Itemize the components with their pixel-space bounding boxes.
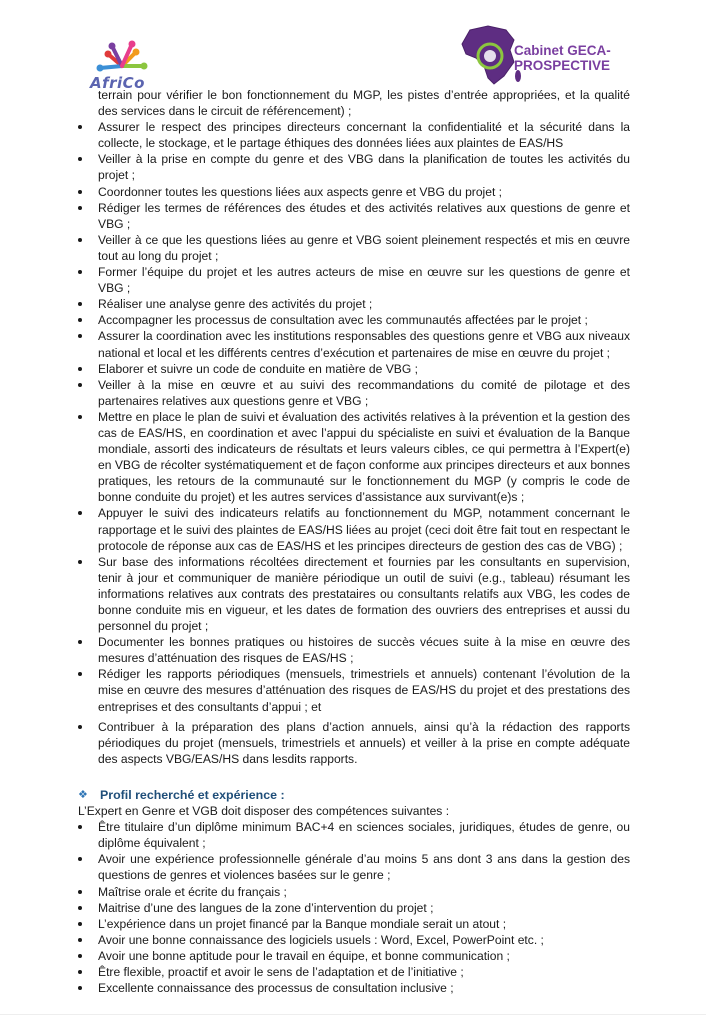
diamond-bullet-icon: ❖ xyxy=(78,788,88,801)
bullet-icon xyxy=(78,334,82,338)
list-item: Rédiger les termes de références des études et des activités relatives aux questions de genre et VBG ; xyxy=(78,200,630,232)
bullet-icon xyxy=(78,157,82,161)
bullet-icon xyxy=(78,986,82,990)
bullet-icon xyxy=(78,318,82,322)
list-item: Veiller à la prise en compte du genre et des VBG dans la planification de toutes les activités du projet ; xyxy=(78,151,630,183)
list-item: Documenter les bonnes pratiques ou histoires de succès vécues suite à la mise en œuvre des mesures d’atténuation des risques de EAS/HS ; xyxy=(78,634,630,666)
list-item: Sur base des informations récoltées directement et fournies par les consultants en supervision, tenir à jour et communiquer de manière périodique un outil de suivi (e.g., tableau) résumant les informations relatives aux contrats des prestataires ou consultants relatifs aux VBG, les codes de bonne conduite mis en vigueur, et les dates de formation des ouvriers des entreprises et aussi du personnel du projet ; xyxy=(78,554,630,634)
bullet-icon xyxy=(78,238,82,242)
bullet-icon xyxy=(78,270,82,274)
list-item: Réaliser une analyse genre des activités du projet ; xyxy=(78,296,630,312)
list-item: Avoir une expérience professionnelle générale d’au moins 5 ans dont 3 ans dans la gestion des questions de genres et violences basées sur le genre ; xyxy=(78,851,630,883)
profile-list xyxy=(78,819,630,996)
list-item: Contribuer à la préparation des plans d’action annuels, ainsi qu’à la rédaction des rapports périodiques du projet (mensuels, trimestriels et annuels) et veiller à la prise en compte adéquate des aspects VBG/EAS/HS dans lesdits rapports. xyxy=(78,719,630,767)
bullet-icon xyxy=(78,906,82,910)
bullet-icon xyxy=(78,970,82,974)
list-item: Être titulaire d’un diplôme minimum BAC+4 en sciences sociales, juridiques, études de genre, ou diplôme équivalent ; xyxy=(78,819,630,851)
bullet-icon xyxy=(78,206,82,210)
task-list xyxy=(78,119,630,767)
list-item: Mettre en place le plan de suivi et évaluation des activités relatives à la prévention et la gestion des cas de EAS/HS, en coordination et avec l’appui du spécialiste en suivi et évaluation de la Banque mondiale, assorti des indicateurs de résultats et leurs valeurs cibles, ce qui permettra à l’Expert(e) en VBG de récolter systématiquement et de façon conforme aux principes directeurs et aux bonnes pratiques, les retours de la communauté sur le fonctionnement du MGP (y compris le code de bonne conduite du projet) et les autres services d’assistance aux survivant(e)s ; xyxy=(78,409,630,506)
bullet-icon xyxy=(78,954,82,958)
bullet-icon xyxy=(78,383,82,387)
list-item: Maîtrise orale et écrite du français ; xyxy=(78,884,630,900)
bullet-icon xyxy=(78,125,82,129)
document-body xyxy=(78,87,630,996)
list-item: Elaborer et suivre un code de conduite en matière de VBG ; xyxy=(78,361,630,377)
profile-intro: L’Expert en Genre et VGB doit disposer des compétences suivantes : xyxy=(78,804,450,819)
africo-logo-text: AfriCo xyxy=(90,74,145,92)
bullet-icon xyxy=(78,725,82,729)
list-item: Être flexible, proactif et avoir le sens de l’adaptation et de l’initiative ; xyxy=(78,964,630,980)
page-header xyxy=(0,0,706,100)
section-title: ❖ Profil recherché et expérience : xyxy=(78,787,285,802)
bullet-icon xyxy=(78,938,82,942)
list-item: Veiller à ce que les questions liées au genre et VBG soient pleinement respectés et mis en œuvre tout au long du projet ; xyxy=(78,232,630,264)
continuation-text: terrain pour vérifier le bon fonctionnement du MGP, les pistes d’entrée appropriées, et la qualité des services dans le circuit de référencement) ; xyxy=(98,88,630,119)
bullet-icon xyxy=(78,511,82,515)
list-item: Accompagner les processus de consultation avec les communautés affectées par le projet ; xyxy=(78,312,630,328)
bullet-icon xyxy=(78,640,82,644)
list-item: Former l’équipe du projet et les autres acteurs de mise en œuvre sur les questions de genre et VBG ; xyxy=(78,264,630,296)
list-item: Rédiger les rapports périodiques (mensuels, trimestriels et annuels) contenant l’évolution de la mise en œuvre des mesures d’atténuation des risques de EAS/HS du projet et des prestations des entreprises et des consultants d’appui ; et xyxy=(78,666,630,714)
bullet-icon xyxy=(78,302,82,306)
list-item: L’expérience dans un projet financé par la Banque mondiale serait un atout ; xyxy=(78,916,630,932)
bullet-icon xyxy=(78,672,82,676)
bullet-icon xyxy=(78,857,82,861)
bullet-icon xyxy=(78,922,82,926)
bullet-icon xyxy=(78,560,82,564)
list-item: Avoir une bonne connaissance des logiciels usuels : Word, Excel, PowerPoint etc. ; xyxy=(78,932,630,948)
bullet-icon xyxy=(78,367,82,371)
bullet-icon xyxy=(78,190,82,194)
list-item: Avoir une bonne aptitude pour le travail en équipe, et bonne communication ; xyxy=(78,948,630,964)
list-item: Excellente connaissance des processus de consultation inclusive ; xyxy=(78,980,630,996)
list-item: Veiller à la mise en œuvre et au suivi des recommandations du comité de pilotage et des partenaires relatives aux questions genre et VBG ; xyxy=(78,377,630,409)
geca-logo-text: Cabinet GECA-PROSPECTIVE xyxy=(514,43,611,73)
list-item: Appuyer le suivi des indicateurs relatifs au fonctionnement du MGP, notamment concernant le rapportage et le suivi des plaintes de EAS/HS liées au projet (ceci doit être fait tout en respectant le protocole de réponse aux cas de EAS/HS et les principes directeurs de gestion des cas de VBG) ; xyxy=(78,505,630,553)
list-item: Assurer le respect des principes directeurs concernant la confidentialité et la sécurité dans la collecte, le stockage, et le partage éthiques des données liées aux plaintes de EAS/HS xyxy=(78,119,630,151)
page-bottom-divider xyxy=(0,1014,706,1015)
list-item: Coordonner toutes les questions liées aux aspects genre et VBG du projet ; xyxy=(78,184,630,200)
list-item: Assurer la coordination avec les institutions responsables des questions genre et VBG aux niveaux national et local et les différents centres d’exécution et partenaires de mise en œuvre du projet ; xyxy=(78,328,630,360)
bullet-icon xyxy=(78,825,82,829)
bullet-icon xyxy=(78,890,82,894)
bullet-icon xyxy=(78,415,82,419)
list-item: Maitrise d’une des langues de la zone d’intervention du projet ; xyxy=(78,900,630,916)
